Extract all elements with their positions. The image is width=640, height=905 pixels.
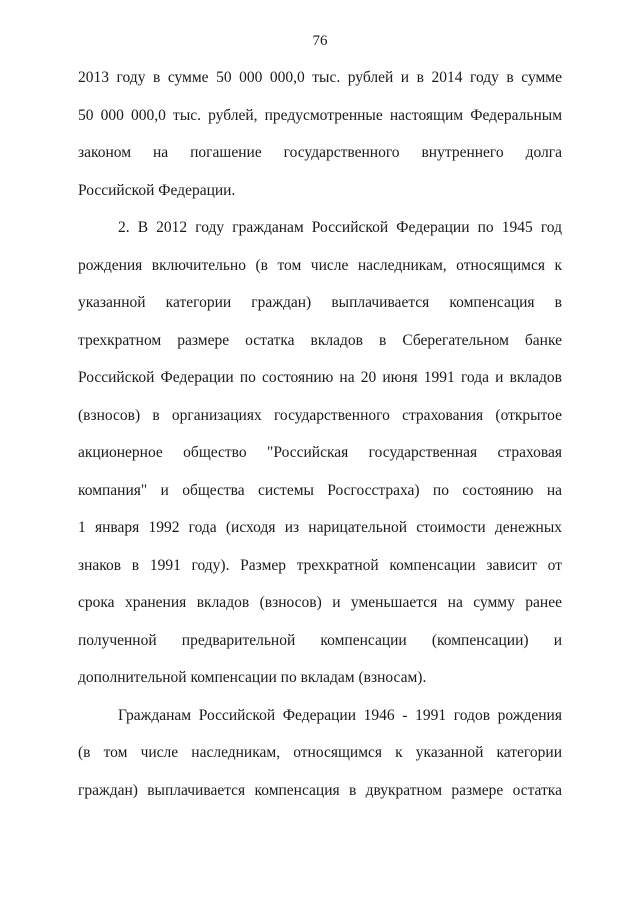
text-line: Гражданам Российской Федерации 1946 - 1991 годов рождения (118, 706, 562, 724)
text-line: знаков в 1991 году). Размер трехкратной компенсации зависит от (78, 556, 562, 574)
text-line: Российской Федерации по состоянию на 20 июня 1991 года и вкладов (78, 369, 562, 386)
text-line: трехкратном размере остатка вкладов в Сберегательном банке (78, 331, 562, 349)
text-line: указанной категории граждан) выплачивается компенсация в (78, 294, 562, 311)
text-line: 2. В 2012 году гражданам Российской Федерации по 1945 год (118, 219, 562, 236)
text-line: акционерное общество "Российская государственная страховая (78, 444, 562, 461)
text-line: 50 000 000,0 тыс. рублей, предусмотренные настоящим Федеральным (78, 106, 562, 124)
text-line: рождения включительно (в том числе наследникам, относящимся к (78, 256, 562, 274)
text-line: срока хранения вкладов (взносов) и уменьшается на сумму ранее (78, 594, 562, 611)
document-body (78, 68, 562, 818)
paragraph-3 (78, 706, 562, 819)
text-line: дополнительной компенсации по вкладам (взносам). (78, 669, 427, 686)
text-line: 1 января 1992 года (исходя из нарицательной стоимости денежных (78, 519, 562, 536)
text-line: 2013 году в сумме 50 000 000,0 тыс. рублей и в 2014 году в сумме (78, 69, 562, 86)
text-line: граждан) выплачивается компенсация в двукратном размере остатка (78, 781, 562, 799)
page-number: 76 (312, 33, 328, 49)
paragraph-1 (78, 68, 562, 218)
text-line: (взносов) в организациях государственного страхования (открытое (78, 406, 562, 424)
text-line: компания" и общества системы Росгосстраха) по состоянию на (78, 481, 562, 499)
paragraph-2 (78, 218, 562, 706)
text-line: (в том числе наследникам, относящимся к указанной категории (78, 744, 562, 761)
text-line: законом на погашение государственного внутреннего долга (78, 144, 562, 161)
text-line: полученной предварительной компенсации (компенсации) и (78, 631, 562, 649)
text-line: Российской Федерации. (78, 181, 236, 199)
